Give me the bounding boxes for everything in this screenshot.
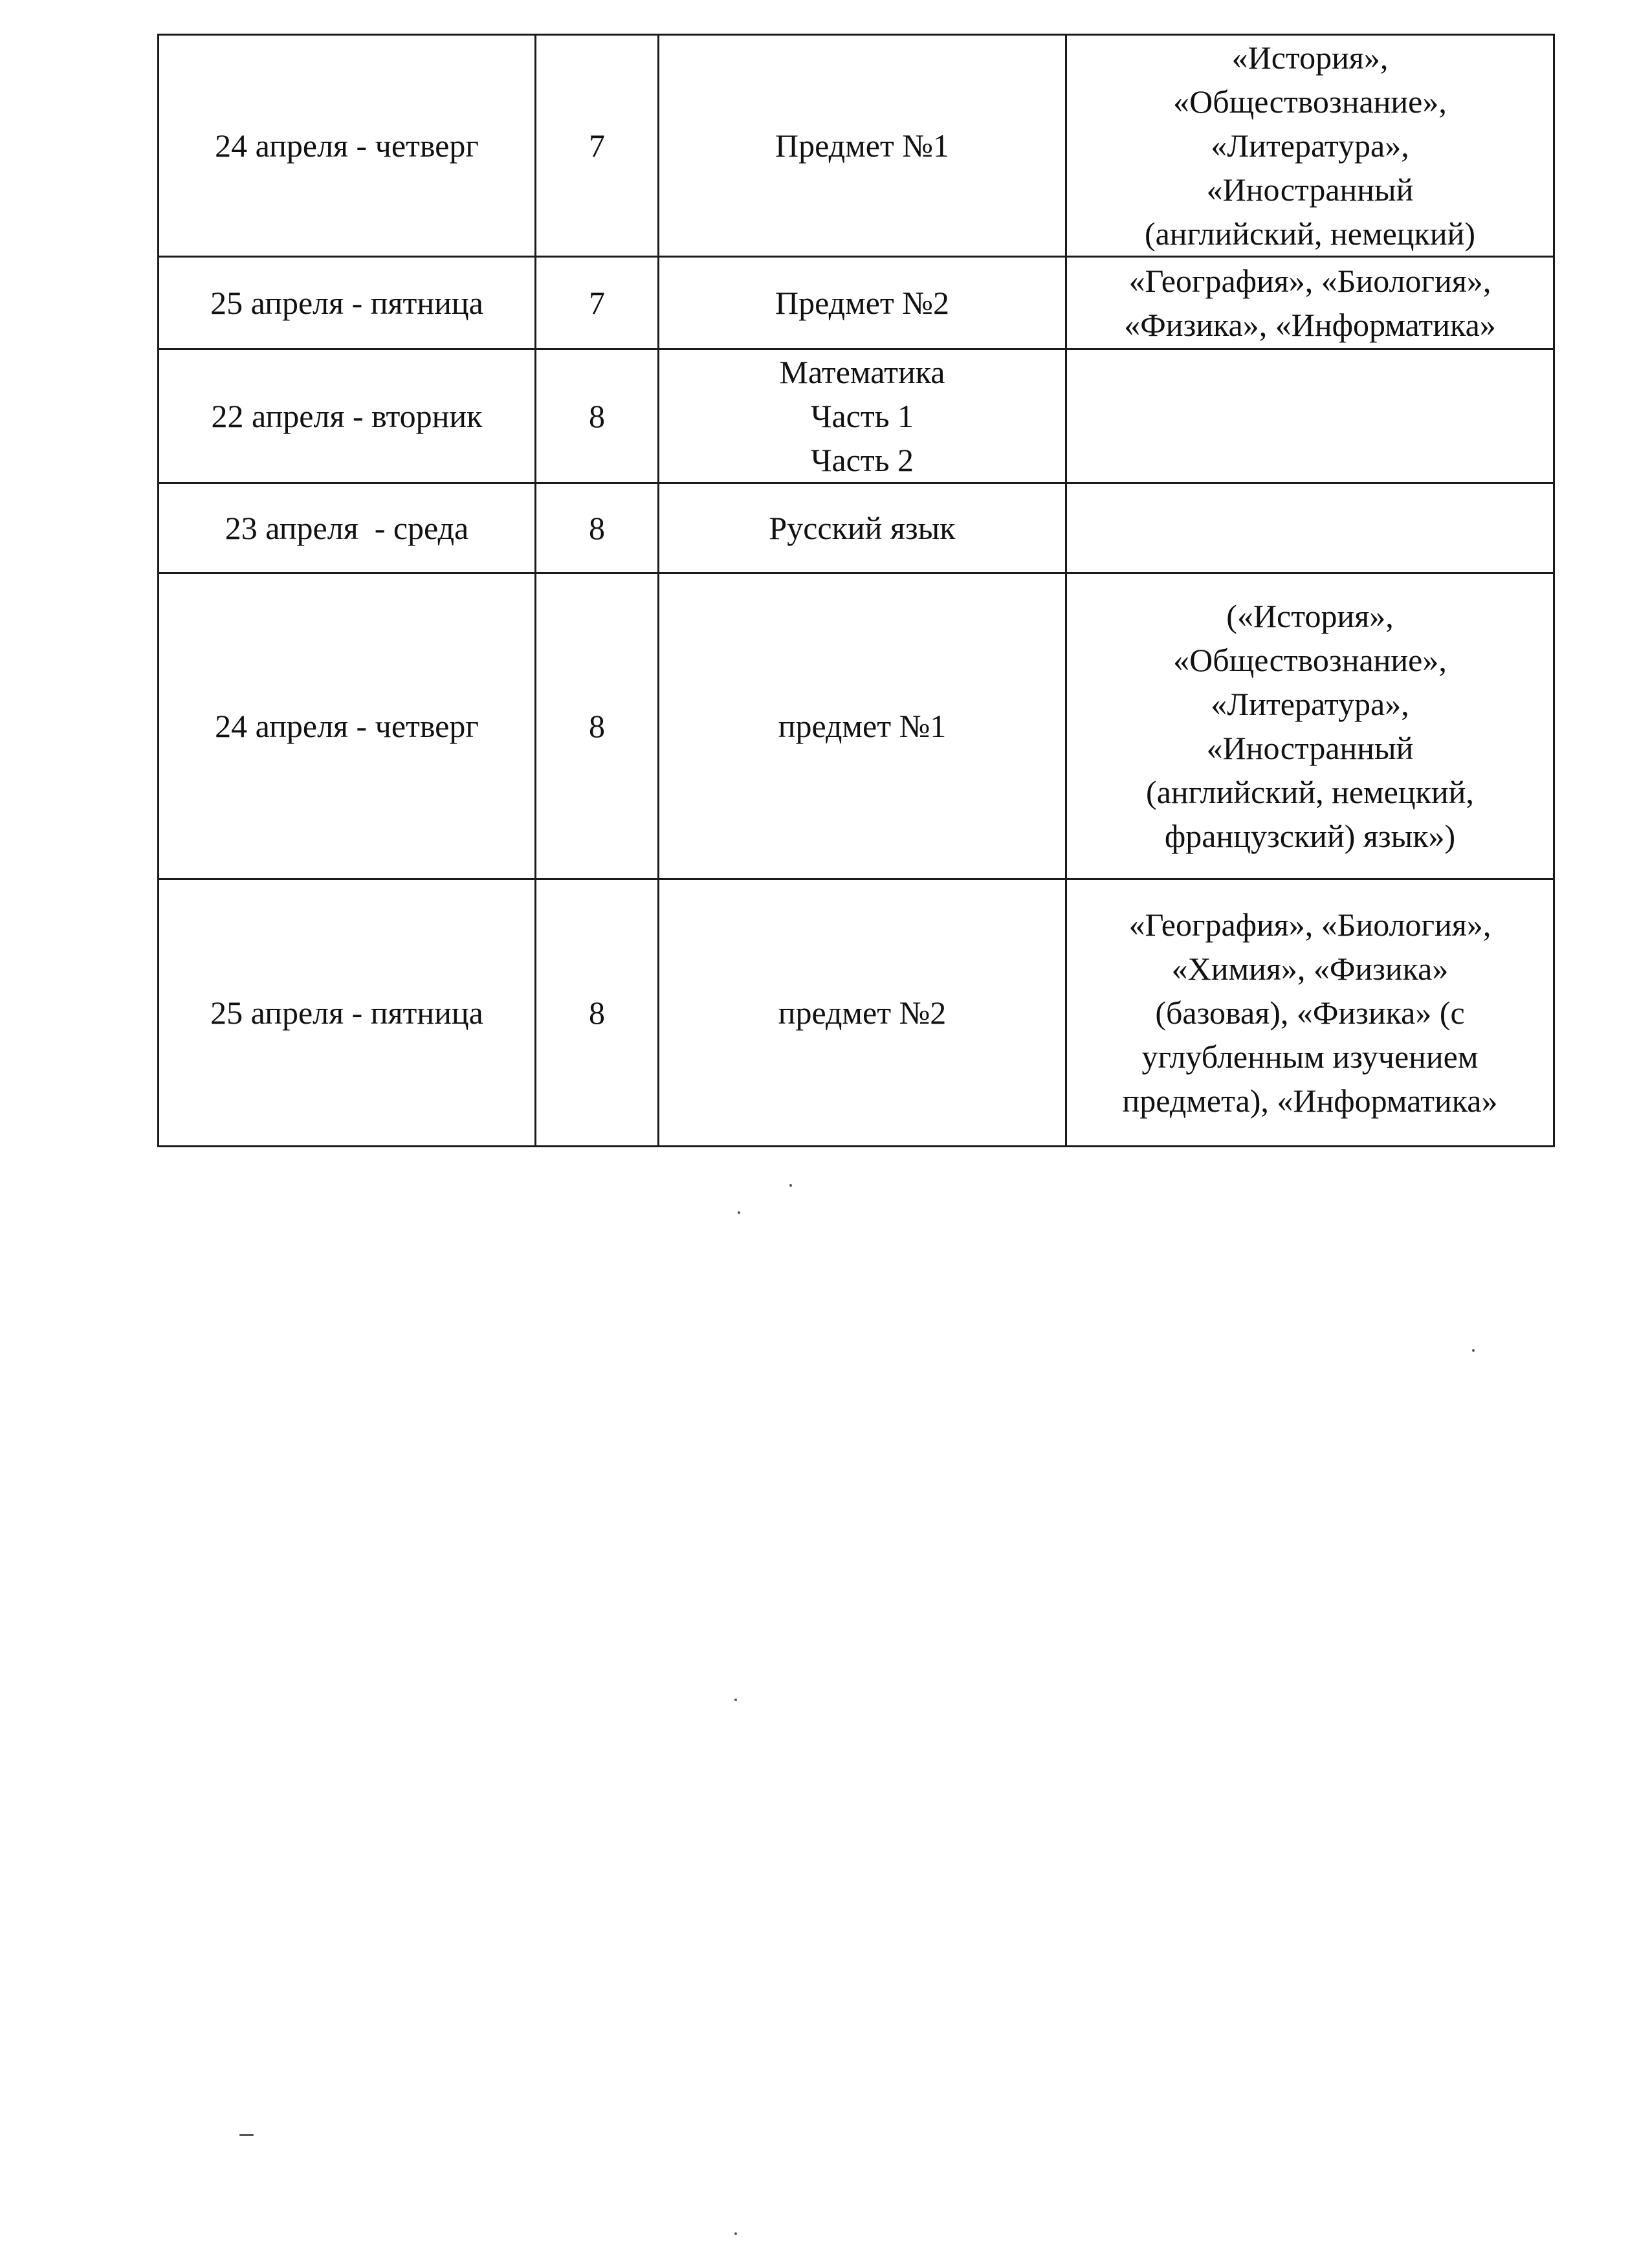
options-cell	[1066, 879, 1554, 1147]
exam-schedule-table	[157, 34, 1555, 1147]
scan-speck	[738, 1211, 740, 1214]
subject-cell	[659, 483, 1066, 573]
options-line: «География», «Биология»,	[1128, 907, 1491, 943]
grade-text: 7	[589, 285, 605, 321]
options-line: (базовая), «Физика» (с	[1155, 995, 1465, 1031]
date-cell	[159, 349, 536, 483]
table-row	[159, 483, 1554, 573]
grade-cell	[536, 257, 659, 349]
subject-line: предмет №1	[778, 708, 947, 744]
date-cell	[159, 483, 536, 573]
subject-line: Предмет №2	[775, 285, 949, 321]
table-row	[159, 573, 1554, 879]
options-line: «Литература»,	[1211, 686, 1409, 722]
options-line: «Иностранный	[1206, 730, 1414, 766]
date-cell	[159, 573, 536, 879]
options-line: «География», «Биология»,	[1128, 263, 1491, 299]
options-line: «Иностранный	[1206, 171, 1414, 208]
date-cell	[159, 879, 536, 1147]
date-text: 22 апреля - вторник	[211, 398, 483, 434]
grade-text: 8	[589, 398, 605, 434]
subject-cell	[659, 257, 1066, 349]
options-line: «Химия», «Физика»	[1171, 951, 1449, 987]
subject-cell	[659, 349, 1066, 483]
options-line: «Обществознание»,	[1173, 83, 1447, 120]
date-text: 23 апреля - среда	[225, 510, 469, 546]
options-cell	[1066, 349, 1554, 483]
grade-text: 8	[589, 708, 605, 744]
grade-text: 8	[589, 995, 605, 1031]
subject-line: предмет №2	[778, 995, 947, 1031]
subject-line: Предмет №1	[775, 127, 949, 164]
subject-line: Часть 1	[810, 398, 914, 434]
options-line: (английский, немецкий)	[1144, 215, 1476, 252]
options-line: предмета), «Информатика»	[1122, 1083, 1498, 1119]
date-text: 25 апреля - пятница	[210, 995, 483, 1031]
options-cell	[1066, 483, 1554, 573]
grade-text: 7	[589, 127, 605, 164]
options-line: «История»,	[1231, 39, 1389, 76]
options-line: «Обществознание»,	[1173, 642, 1447, 678]
date-text: 24 апреля - четверг	[215, 127, 479, 164]
table-row	[159, 349, 1554, 483]
scan-speck	[789, 1184, 792, 1187]
subject-line: Часть 2	[810, 442, 914, 478]
subject-cell	[659, 573, 1066, 879]
options-line: французский) язык»)	[1164, 818, 1456, 854]
table-row	[159, 257, 1554, 349]
grade-cell	[536, 573, 659, 879]
options-cell	[1066, 257, 1554, 349]
scan-speck	[1472, 1349, 1475, 1352]
grade-text: 8	[589, 510, 605, 546]
options-cell	[1066, 573, 1554, 879]
table-row	[159, 35, 1554, 257]
date-text: 24 апреля - четверг	[215, 708, 479, 744]
options-line: (английский, немецкий,	[1146, 774, 1474, 810]
date-cell	[159, 257, 536, 349]
options-cell	[1066, 35, 1554, 257]
options-line: «Физика», «Информатика»	[1124, 307, 1496, 343]
options-line: «Литература»,	[1211, 127, 1409, 164]
grade-cell	[536, 483, 659, 573]
scan-speck	[734, 1699, 737, 1701]
options-line: («История»,	[1226, 598, 1394, 634]
grade-cell	[536, 35, 659, 257]
grade-cell	[536, 349, 659, 483]
subject-cell	[659, 879, 1066, 1147]
date-cell	[159, 35, 536, 257]
grade-cell	[536, 879, 659, 1147]
subject-cell	[659, 35, 1066, 257]
subject-line: Математика	[779, 354, 945, 390]
scan-speck	[239, 2134, 254, 2136]
date-text: 25 апреля - пятница	[210, 285, 483, 321]
table-row	[159, 879, 1554, 1147]
scan-speck	[734, 2232, 737, 2235]
subject-line: Русский язык	[769, 510, 956, 546]
options-line: углубленным изучением	[1141, 1039, 1479, 1075]
